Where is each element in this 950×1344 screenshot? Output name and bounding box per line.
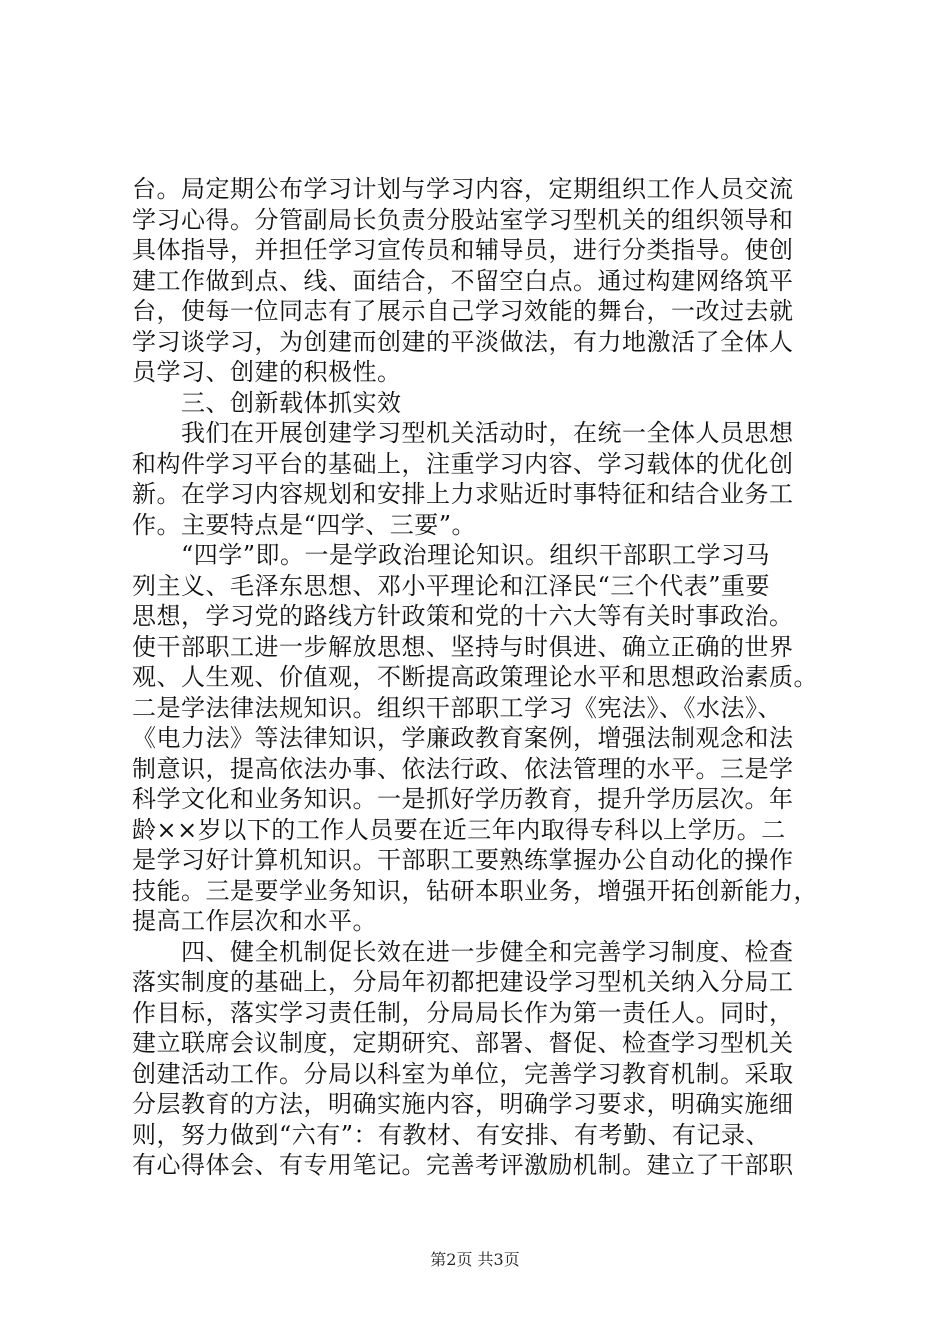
section-heading: 三、创新载体抓实效: [132, 388, 402, 417]
text-line: 作目标，落实学习责任制，分局局长作为第一责任人。同时，: [132, 998, 794, 1027]
text-line: 我们在开展创建学习型机关活动时，在统一全体人员思想: [132, 419, 794, 447]
text-line: 创建活动工作。分局以科室为单位，完善学习教育机制。采取: [132, 1059, 794, 1088]
text-line: 技能。三是要学业务知识，钻研本职业务，增强开拓创新能力，: [132, 876, 818, 905]
text-line: 新。在学习内容规划和安排上力求贴近时事特征和结合业务工: [132, 480, 794, 508]
text-line: 学习谈学习，为创建而创建的平淡做法，有力地激活了全体人: [132, 327, 794, 356]
text-line: 使干部职工进一步解放思想、坚持与时俱进、确立正确的世界: [132, 632, 794, 661]
text-line: 建立联席会议制度，定期研究、部署、督促、检查学习型机关: [132, 1029, 794, 1057]
text-line: 思想，学习党的路线方针政策和党的十六大等有关时事政治。: [132, 602, 794, 630]
text-line: 有心得体会、有专用笔记。完善考评激励机制。建立了干部职: [132, 1151, 794, 1179]
text-line: 员学习、创建的积极性。: [132, 358, 402, 386]
text-line: 学习心得。分管副局长负责分股站室学习型机关的组织领导和: [132, 205, 794, 234]
text-line: 是学习好计算机知识。干部职工要熟练掌握办公自动化的操作: [132, 846, 794, 874]
text-line: 作。主要特点是“四学、三要”。: [132, 510, 477, 539]
text-line: 观、人生观、价值观，不断提高政策理论水平和思想政治素质。: [132, 663, 818, 691]
text-line: 四、健全机制促长效在进一步健全和完善学习制度、检查: [132, 937, 794, 966]
text-line: 台。局定期公布学习计划与学习内容，定期组织工作人员交流: [132, 175, 794, 203]
text-line: 龄××岁以下的工作人员要在近三年内取得专科以上学历。二: [132, 815, 786, 844]
text-line: 二是学法律法规知识。组织干部职工学习《宪法》、《水法》、: [132, 693, 782, 722]
text-line: 《电力法》等法律知识，学廉政教育案例，增强法制观念和法: [132, 724, 794, 752]
text-line: 则，努力做到“六有”：有教材、有安排、有考勤、有记录、: [132, 1120, 771, 1149]
text-line: 科学文化和业务知识。一是抓好学历教育，提升学历层次。年: [132, 785, 794, 813]
text-line: 落实制度的基础上，分局年初都把建设学习型机关纳入分局工: [132, 968, 794, 996]
text-line: 提高工作层次和水平。: [132, 907, 377, 935]
text-line: 制意识，提高依法办事、依法行政、依法管理的水平。三是学: [132, 754, 794, 783]
text-line: 列主义、毛泽东思想、邓小平理论和江泽民“三个代表”重要: [132, 571, 771, 600]
page-number-footer: 第2页 共3页: [430, 1250, 520, 1269]
document-body: [132, 174, 852, 1181]
text-line: 分层教育的方法，明确实施内容，明确学习要求，明确实施细: [132, 1090, 794, 1118]
text-line: “四学”即。一是学政治理论知识。组织干部职工学习马: [132, 541, 771, 569]
text-line: 具体指导，并担任学习宣传员和辅导员，进行分类指导。使创: [132, 236, 794, 264]
text-line: 和构件学习平台的基础上，注重学习内容、学习载体的优化创: [132, 449, 794, 478]
text-line: 建工作做到点、线、面结合，不留空白点。通过构建网络筑平: [132, 266, 794, 295]
text-line: 台，使每一位同志有了展示自己学习效能的舞台，一改过去就: [132, 297, 794, 325]
